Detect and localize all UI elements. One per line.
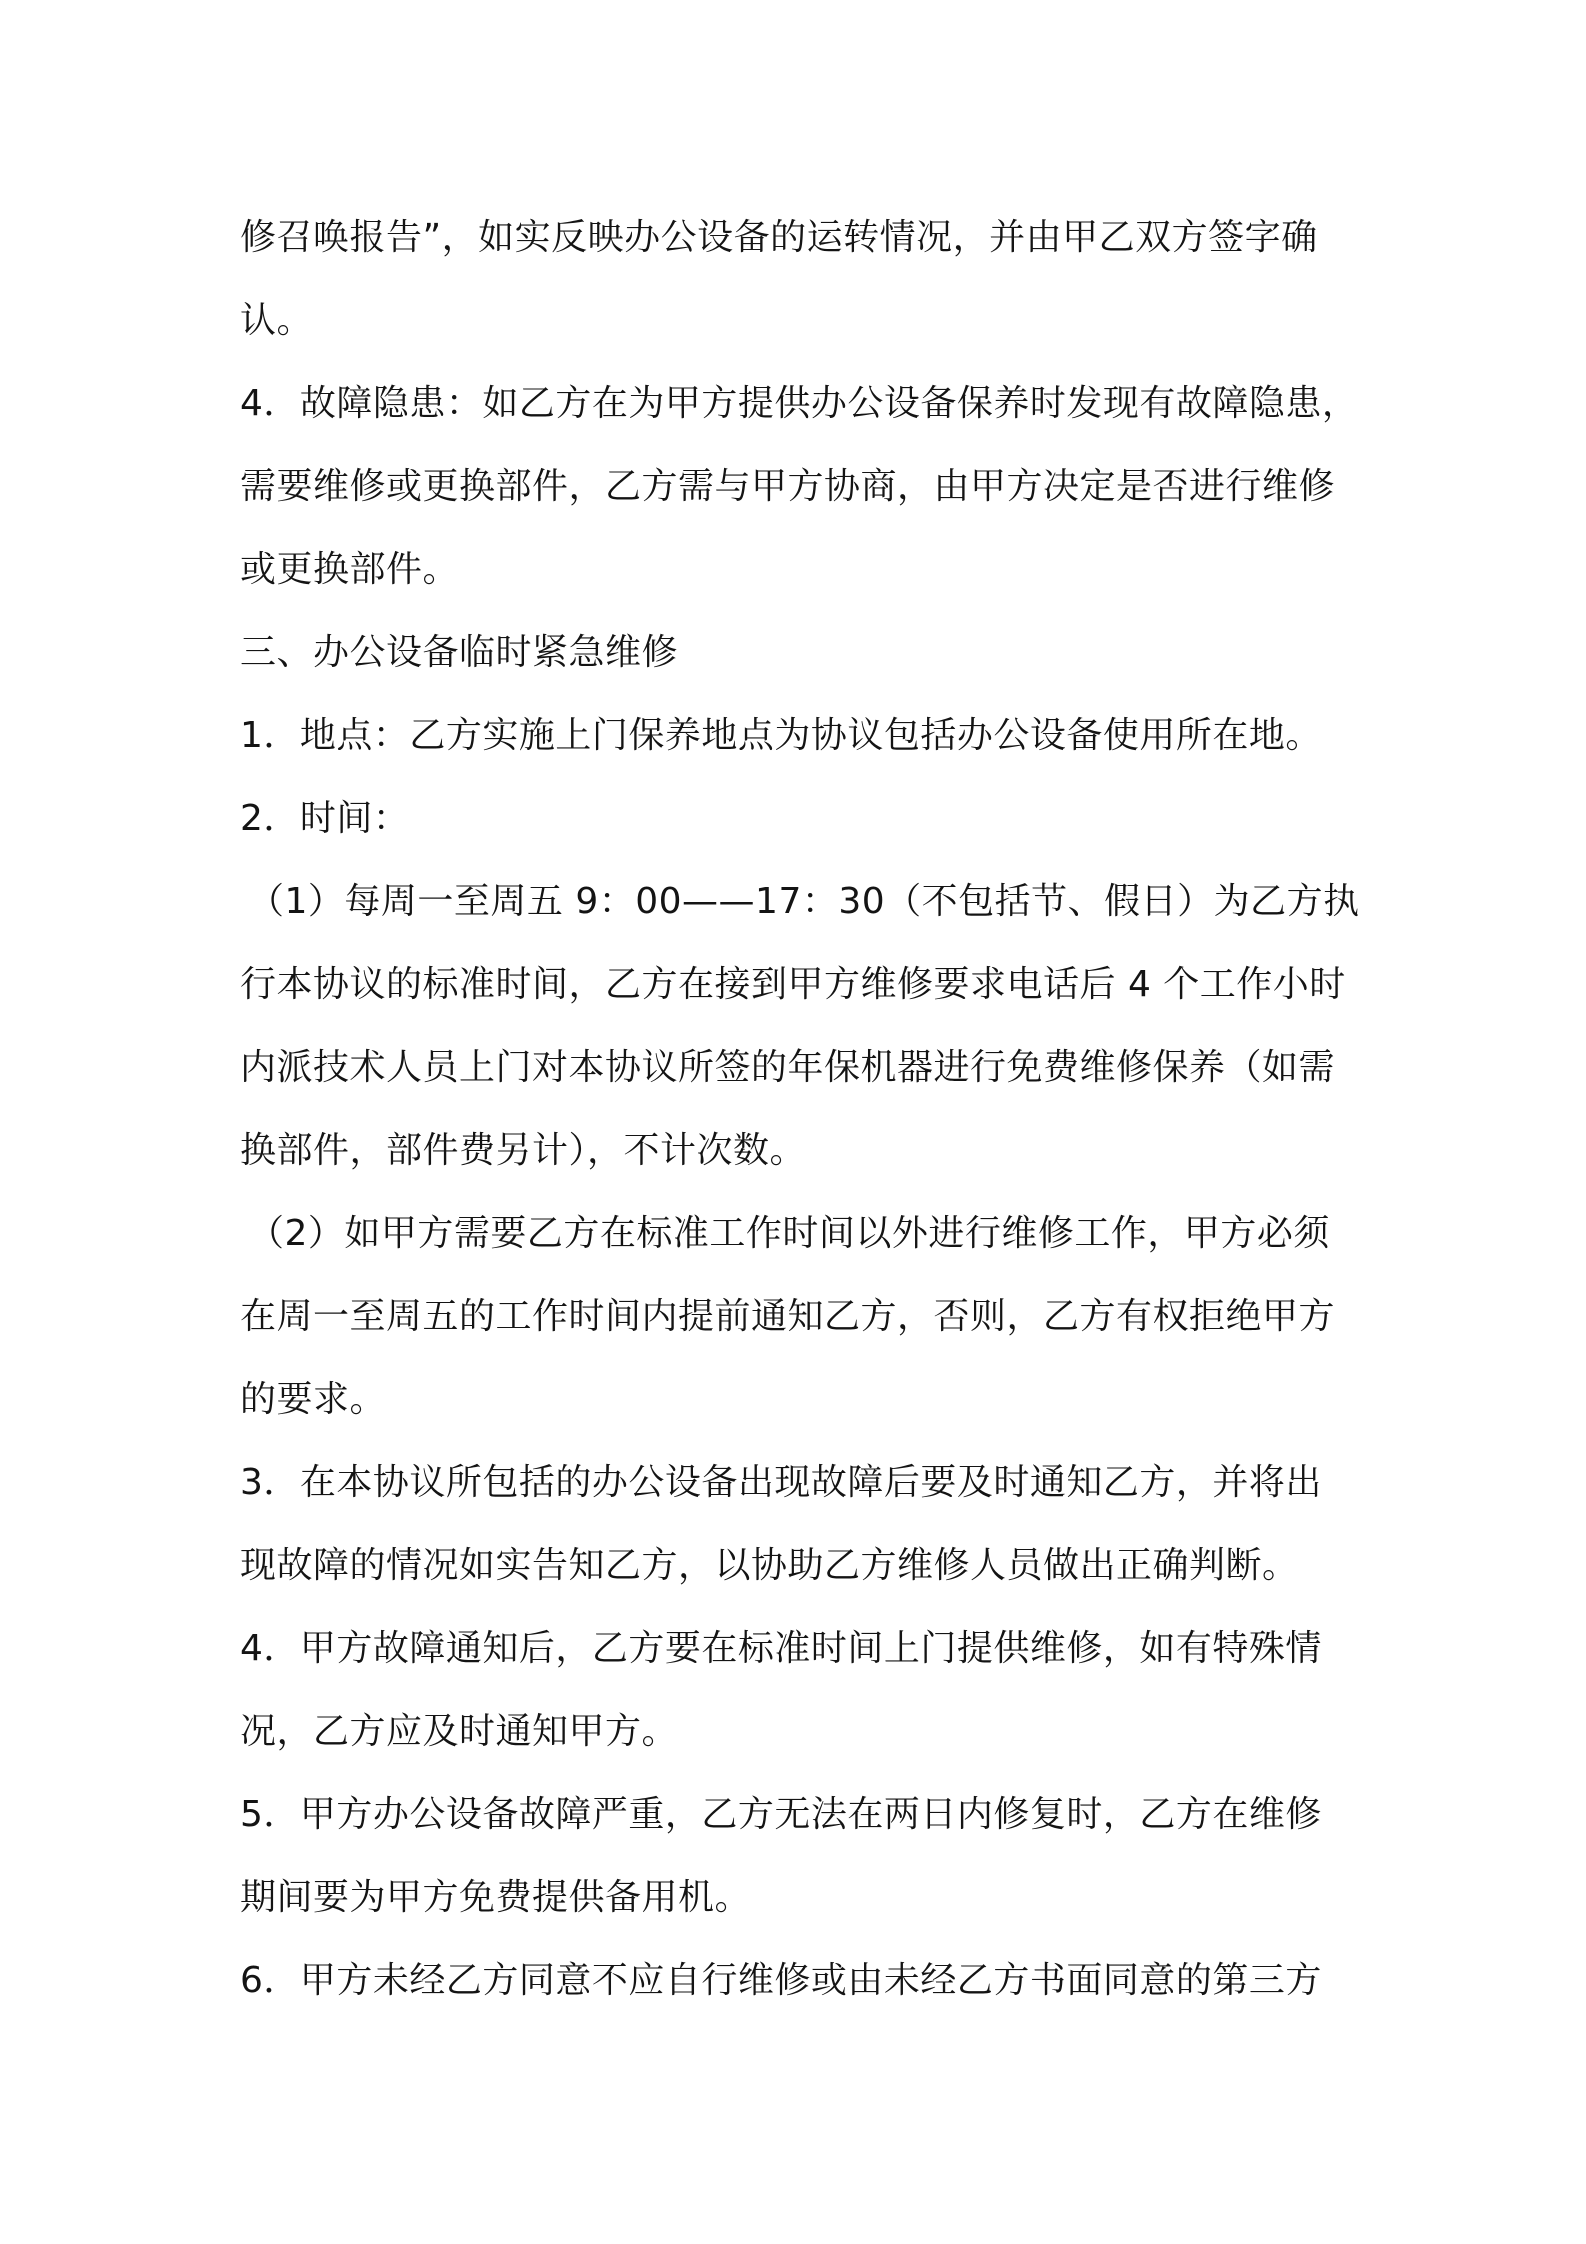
text-line: 4．故障隐患：如乙方在为甲方提供办公设备保养时发现有故障隐患， [240, 383, 1359, 424]
text-line: 修召唤报告”，如实反映办公设备的运转情况，并由甲乙双方签字确 [240, 217, 1318, 258]
text-line: 需要维修或更换部件，乙方需与甲方协商，由甲方决定是否进行维修 [240, 466, 1336, 507]
text-line: 5．甲方办公设备故障严重，乙方无法在两日内修复时，乙方在维修 [240, 1794, 1322, 1835]
text-line: 在周一至周五的工作时间内提前通知乙方，否则，乙方有权拒绝甲方 [240, 1296, 1336, 1337]
text-line: 期间要为甲方免费提供备用机。 [240, 1877, 752, 1918]
text-line: 行本协议的标准时间，乙方在接到甲方维修要求电话后 4 个工作小时 [240, 964, 1346, 1005]
text-line: 6．甲方未经乙方同意不应自行维修或由未经乙方书面同意的第三方 [240, 1960, 1322, 2001]
text-line: 的要求。 [240, 1379, 387, 1420]
text-line: 2．时间： [240, 798, 410, 839]
text-line: 4．甲方故障通知后，乙方要在标准时间上门提供维修，如有特殊情 [240, 1628, 1322, 1669]
text-line: 内派技术人员上门对本协议所签的年保机器进行免费维修保养（如需 [240, 1047, 1336, 1088]
text-line: 3．在本协议所包括的办公设备出现故障后要及时通知乙方，并将出 [240, 1462, 1322, 1503]
document-body [240, 196, 1360, 2022]
section-heading: 三、办公设备临时紧急维修 [240, 632, 679, 673]
text-line: 现故障的情况如实告知乙方，以协助乙方维修人员做出正确判断。 [240, 1545, 1299, 1586]
text-line: 1．地点：乙方实施上门保养地点为协议包括办公设备使用所在地。 [240, 715, 1322, 756]
text-line: （2）如甲方需要乙方在标准工作时间以外进行维修工作，甲方必须 [248, 1213, 1330, 1254]
text-line: （1）每周一至周五 9：00——17：30（不包括节、假日）为乙方执 [248, 881, 1360, 922]
text-line: 换部件，部件费另计），不计次数。 [240, 1130, 807, 1171]
text-line: 认。 [240, 300, 314, 341]
text-line: 况，乙方应及时通知甲方。 [240, 1711, 679, 1752]
text-line: 或更换部件。 [240, 549, 460, 590]
